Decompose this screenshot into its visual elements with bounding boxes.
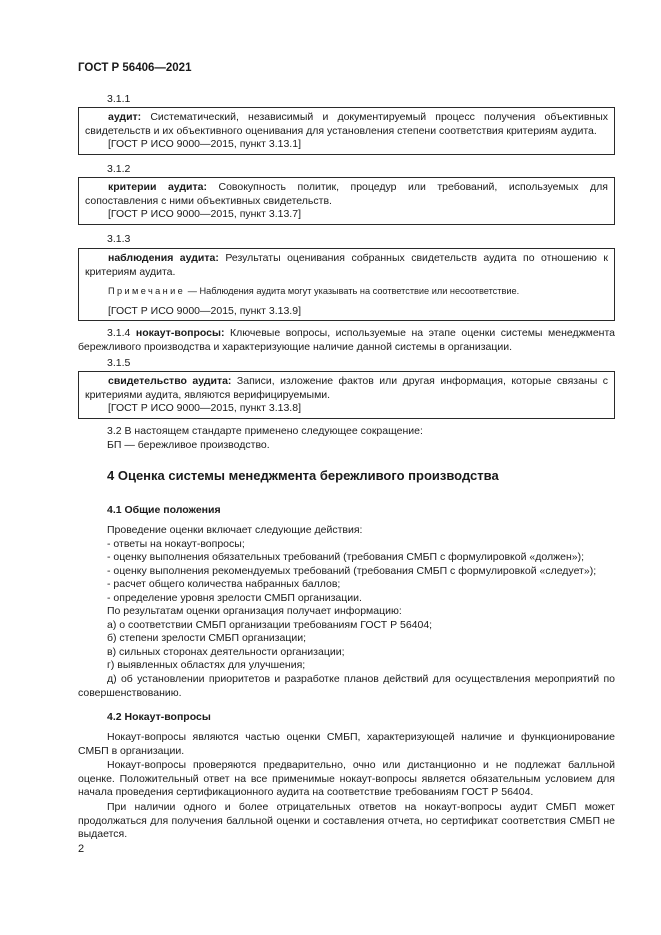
list-intro: Проведение оценки включает следующие действия: xyxy=(107,524,363,536)
list-item: а) о соответствии СМБП организации требованиям ГОСТ Р 56404; xyxy=(107,618,433,631)
subsection-heading: 4.2 Нокаут-вопросы xyxy=(107,711,211,723)
term-name: свидетельство аудита: xyxy=(108,375,232,387)
page-number: 2 xyxy=(78,843,85,855)
term-name: наблюдения аудита: xyxy=(108,252,219,264)
definition-text: критерии аудита: Совокупность политик, процедур или требований, используемых для сопоставления с ними объективных свидетельств. xyxy=(85,181,608,207)
definition-note: Примечание — Наблюдения аудита могут указывать на соответствие или несоответствие. xyxy=(108,286,520,296)
list-item: д) об установлении приоритетов и разработке планов действий для осуществления мероприятий по совершенствованию. xyxy=(78,673,615,699)
definition-source: [ГОСТ Р ИСО 9000—2015, пункт 3.13.1] xyxy=(108,138,301,150)
abbreviation: БП — бережливое производство. xyxy=(107,439,270,451)
paragraph: При наличии одного и более отрицательных ответов на нокаут-вопросы аудит СМБП может продолжаться для получения балльной оценки и составления отчета, но сертификат соответствия СМБП не выдается. xyxy=(78,801,615,840)
definition-text: аудит: Систематический, независимый и документируемый процесс получения объективных свидетельств и их объективного оценивания для установления степени соответствия критериям аудита. xyxy=(85,111,608,137)
definition-text: свидетельство аудита: Записи, изложение фактов или другая информация, которые связаны с критериями аудита, являются верифицируемыми. xyxy=(85,375,609,401)
definition-box xyxy=(78,107,615,155)
list-item: - оценку выполнения обязательных требований (требования СМБП с формулировкой «должен»); xyxy=(107,551,585,563)
term-number: 3.1.2 xyxy=(107,163,131,175)
definition-box xyxy=(78,371,615,419)
definition-text: наблюдения аудита: Результаты оценивания собранных свидетельств аудита по отношению к критериям аудита. xyxy=(85,252,608,278)
term-name: аудит: xyxy=(108,111,142,123)
list-item: в) сильных сторонах деятельности организации; xyxy=(107,645,345,658)
definition-source: [ГОСТ Р ИСО 9000—2015, пункт 3.13.7] xyxy=(108,208,301,220)
term-number: 3.1.3 xyxy=(107,233,131,245)
term-number: 3.1.1 xyxy=(107,93,131,105)
section-heading: 4 Оценка системы менеджмента бережливого производства xyxy=(107,468,499,483)
term-name: критерии аудита: xyxy=(108,181,207,193)
definition-paragraph: 3.1.4 нокаут-вопросы: Ключевые вопросы, используемые на этапе оценки системы менеджмента бережливого производства и характеризующие наличие данной системы в организации. xyxy=(78,327,616,353)
paragraph: Нокаут-вопросы проверяются предварительно, очно или дистанционно и не подлежат балльной оценке. Положительный ответ на все применимые нокаут-вопросы является обязательным условием для начала проведения сертификационного аудита на соответствие требованиям ГОСТ Р 56404. xyxy=(78,759,615,798)
term-name: нокаут-вопросы: xyxy=(135,327,225,339)
list-item: - оценку выполнения рекомендуемых требований (требования СМБП с формулировкой «следует»); xyxy=(107,564,597,577)
list-item: - определение уровня зрелости СМБП организации. xyxy=(107,591,362,604)
list-intro: По результатам оценки организация получает информацию: xyxy=(107,605,402,617)
abbreviation-intro: 3.2 В настоящем стандарте применено следующее сокращение: xyxy=(107,425,423,437)
definition-source: [ГОСТ Р ИСО 9000—2015, пункт 3.13.8] xyxy=(108,402,301,414)
paragraph: Нокаут-вопросы являются частью оценки СМБП, характеризующей наличие и функционирование СМБП в организации. xyxy=(78,731,615,757)
list-item: б) степени зрелости СМБП организации; xyxy=(107,632,307,644)
list-item: г) выявленных областях для улучшения; xyxy=(107,659,306,671)
definition-box xyxy=(78,248,615,321)
document-header: ГОСТ Р 56406—2021 xyxy=(78,62,192,74)
term-number: 3.1.5 xyxy=(107,357,131,369)
definition-box xyxy=(78,177,615,225)
list-item: - расчет общего количества набранных баллов; xyxy=(107,578,341,590)
subsection-heading: 4.1 Общие положения xyxy=(107,504,221,516)
list-item: - ответы на нокаут-вопросы; xyxy=(107,537,245,550)
actions-list xyxy=(107,524,615,673)
definition-source: [ГОСТ Р ИСО 9000—2015, пункт 3.13.9] xyxy=(108,304,301,317)
